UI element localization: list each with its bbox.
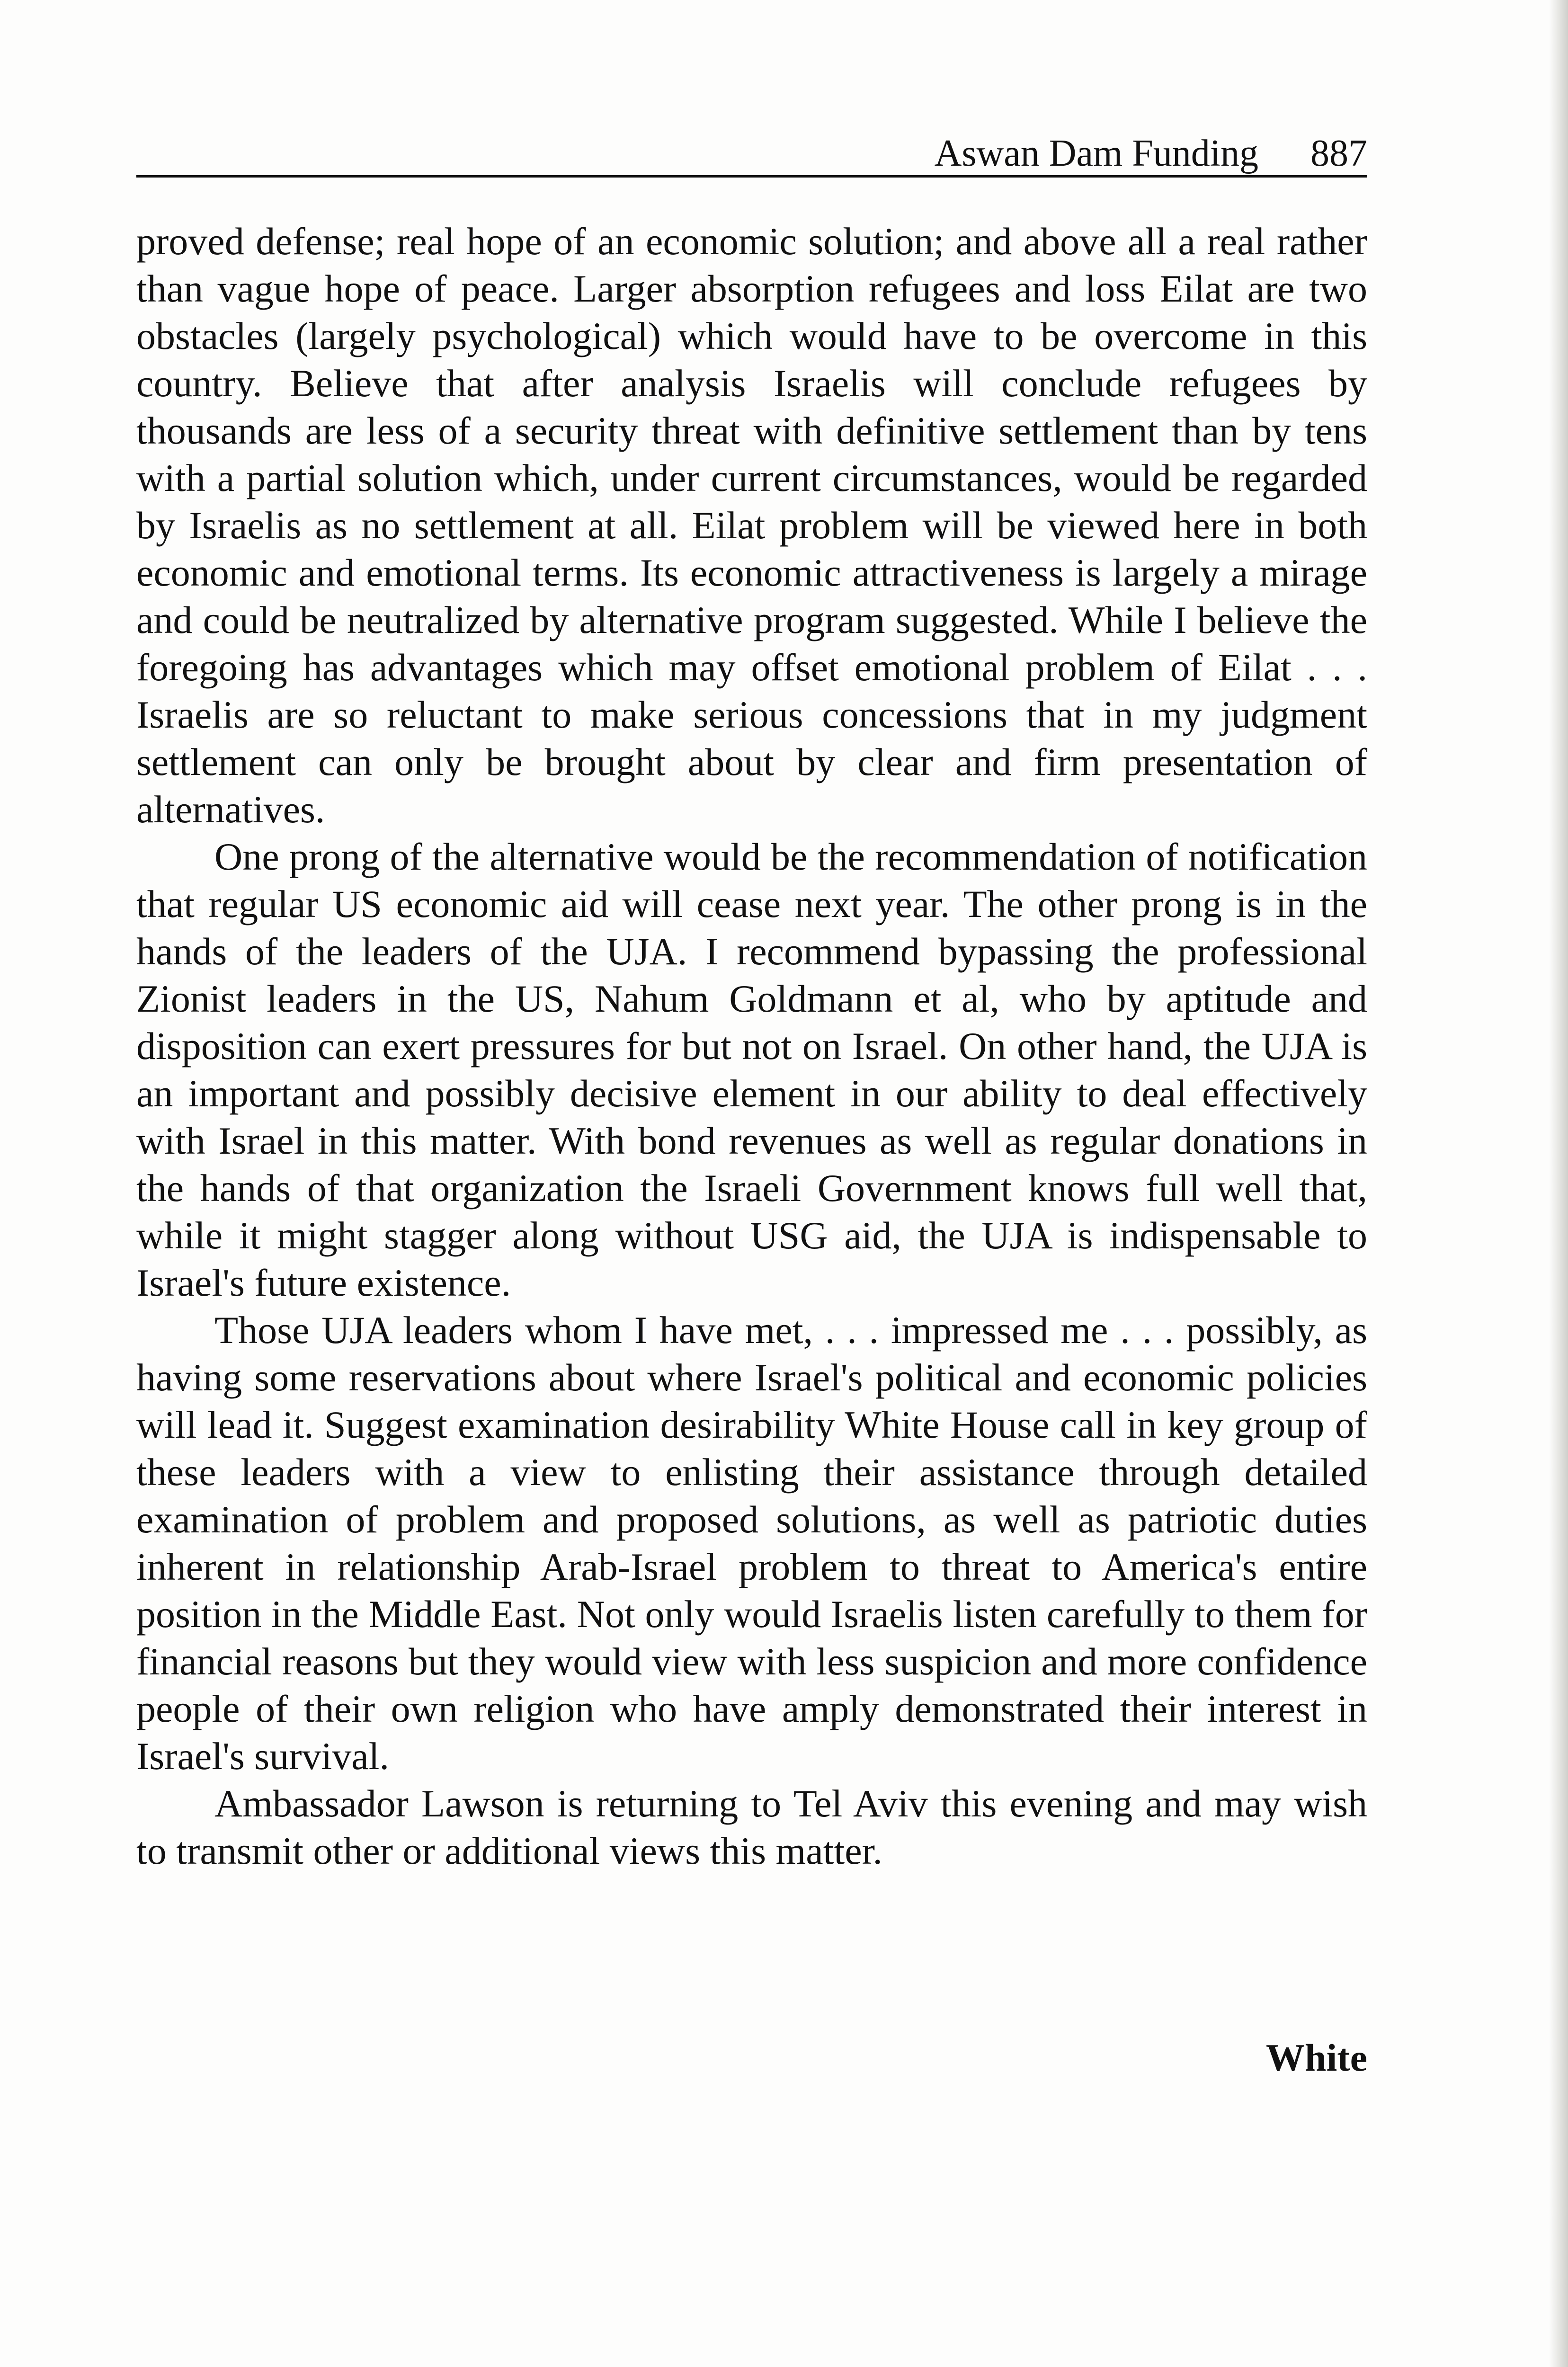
body-text bbox=[136, 218, 1367, 1875]
paragraph-4: Ambassador Lawson is returning to Tel Aviv this evening and may wish to transmit other or additional views this matter. bbox=[136, 1782, 1367, 1872]
paragraph-1: proved defense; real hope of an economic solution; and above all a real rather than vague hope of peace. Larger absorption refugees and loss Eilat are two obstacles (largely psychological) which would have to be overcome in this country. Believe that after analysis Israelis will conclude refugees by thousands are less of a security threat with definitive settlement than by tens with a partial solution which, under current circumstances, would be regarded by Israelis as no settlement at all. Eilat problem will be viewed here in both economic and emotional terms. Its economic attractiveness is largely a mirage and could be neutralized by alternative program suggested. While I believe the foregoing has advantages which may offset emotional problem of Eilat . . . Israelis are so reluctant to make serious concessions that in my judgment settlement can only be brought about by clear and firm presentation of alternatives. bbox=[136, 220, 1367, 831]
paragraph-3: Those UJA leaders whom I have met, . . . impressed me . . . possibly, as having some reservations about where Israel's political and economic policies will lead it. Suggest examination desirability White House call in key group of these leaders with a view to enlisting their assistance through detailed examination of problem and proposed solutions, as well as patriotic duties inherent in relationship Arab-Israel problem to threat to America's entire position in the Middle East. Not only would Israelis listen carefully to them for financial reasons but they would view with less suspicion and more confidence people of their own religion who have amply demonstrated their interest in Israel's survival. bbox=[136, 1308, 1367, 1778]
page-edge-shadow bbox=[1549, 0, 1568, 2367]
running-header bbox=[136, 128, 1367, 180]
header-rule bbox=[136, 175, 1367, 178]
page-number: 887 bbox=[1310, 133, 1367, 174]
header-title: Aswan Dam Funding bbox=[934, 133, 1258, 174]
signature: White bbox=[1265, 2036, 1367, 2079]
paragraph-2: One prong of the alternative would be the recommendation of notification that regular US economic aid will cease next year. The other prong is in the hands of the leaders of the UJA. I recommend bypassing the professional Zionist leaders in the US, Nahum Goldmann et al, who by aptitude and disposition can exert pressures for but not on Israel. On other hand, the UJA is an important and possibly decisive element in our ability to deal effectively with Israel in this matter. With bond revenues as well as regular donations in the hands of that organization the Israeli Government knows full well that, while it might stagger along without USG aid, the UJA is indispensable to Israel's future existence. bbox=[136, 835, 1367, 1304]
